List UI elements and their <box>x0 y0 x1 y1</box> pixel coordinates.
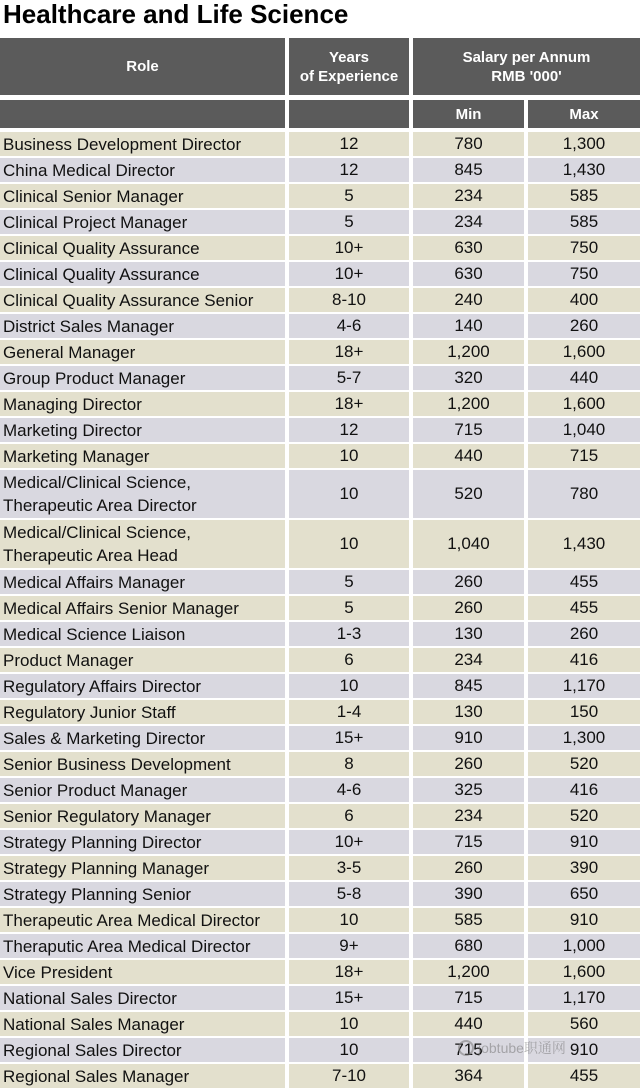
min-salary-cell: 845 <box>413 158 524 182</box>
max-salary-cell: 780 <box>528 470 640 518</box>
min-salary-cell: 520 <box>413 470 524 518</box>
years-cell: 12 <box>289 418 409 442</box>
max-salary-cell: 455 <box>528 596 640 620</box>
max-salary-cell: 910 <box>528 830 640 854</box>
subheader-max <box>528 100 640 128</box>
role-cell: Group Product Manager <box>0 366 285 390</box>
years-cell: 15+ <box>289 726 409 750</box>
years-cell: 1-3 <box>289 622 409 646</box>
role-cell: Vice President <box>0 960 285 984</box>
min-salary-cell: 234 <box>413 804 524 828</box>
max-salary-cell: 750 <box>528 236 640 260</box>
max-salary-cell: 560 <box>528 1012 640 1036</box>
min-salary-cell: 1,200 <box>413 960 524 984</box>
max-salary-cell: 585 <box>528 184 640 208</box>
min-salary-cell: 845 <box>413 674 524 698</box>
years-cell: 10 <box>289 1038 409 1062</box>
min-salary-cell: 390 <box>413 882 524 906</box>
min-salary-cell: 130 <box>413 622 524 646</box>
role-cell: Senior Business Development <box>0 752 285 776</box>
years-cell: 10 <box>289 444 409 468</box>
max-salary-cell: 260 <box>528 622 640 646</box>
years-cell: 10+ <box>289 830 409 854</box>
header-salary <box>413 38 640 95</box>
min-salary-cell: 140 <box>413 314 524 338</box>
years-cell: 12 <box>289 158 409 182</box>
max-salary-cell: 1,600 <box>528 340 640 364</box>
role-cell: Clinical Senior Manager <box>0 184 285 208</box>
max-salary-cell: 910 <box>528 1038 640 1062</box>
max-salary-cell: 416 <box>528 778 640 802</box>
min-salary-cell: 630 <box>413 236 524 260</box>
role-cell: Regional Sales Director <box>0 1038 285 1062</box>
max-salary-cell: 715 <box>528 444 640 468</box>
years-cell: 18+ <box>289 340 409 364</box>
role-cell: Clinical Project Manager <box>0 210 285 234</box>
table-row <box>0 158 640 184</box>
min-salary-cell: 130 <box>413 700 524 724</box>
subheader-min-label: Min <box>455 105 482 123</box>
years-cell: 6 <box>289 648 409 672</box>
years-cell: 10 <box>289 1012 409 1036</box>
role-cell: Regulatory Affairs Director <box>0 674 285 698</box>
role-cell: Marketing Manager <box>0 444 285 468</box>
table-row <box>0 570 640 596</box>
min-salary-cell: 630 <box>413 262 524 286</box>
min-salary-cell: 585 <box>413 908 524 932</box>
min-salary-cell: 364 <box>413 1064 524 1088</box>
role-cell: Medical/Clinical Science, Therapeutic Area Head <box>0 520 285 568</box>
min-salary-cell: 240 <box>413 288 524 312</box>
role-cell: China Medical Director <box>0 158 285 182</box>
min-salary-cell: 320 <box>413 366 524 390</box>
min-salary-cell: 440 <box>413 444 524 468</box>
years-cell: 4-6 <box>289 778 409 802</box>
years-cell: 5 <box>289 596 409 620</box>
table-row <box>0 366 640 392</box>
min-salary-cell: 234 <box>413 210 524 234</box>
table-row <box>0 340 640 366</box>
max-salary-cell: 1,600 <box>528 392 640 416</box>
table-row <box>0 830 640 856</box>
max-salary-cell: 455 <box>528 1064 640 1088</box>
max-salary-cell: 455 <box>528 570 640 594</box>
years-cell: 9+ <box>289 934 409 958</box>
years-cell: 12 <box>289 132 409 156</box>
min-salary-cell: 260 <box>413 570 524 594</box>
min-salary-cell: 715 <box>413 830 524 854</box>
max-salary-cell: 390 <box>528 856 640 880</box>
min-salary-cell: 260 <box>413 596 524 620</box>
role-cell: Medical/Clinical Science, Therapeutic Area Director <box>0 470 285 518</box>
table-row <box>0 520 640 570</box>
max-salary-cell: 750 <box>528 262 640 286</box>
page-title: Healthcare and Life Science <box>3 0 349 29</box>
years-cell: 18+ <box>289 960 409 984</box>
years-cell: 7-10 <box>289 1064 409 1088</box>
table-row <box>0 132 640 158</box>
subheader-min <box>413 100 524 128</box>
min-salary-cell: 1,200 <box>413 340 524 364</box>
max-salary-cell: 416 <box>528 648 640 672</box>
table-row <box>0 596 640 622</box>
years-cell: 6 <box>289 804 409 828</box>
min-salary-cell: 680 <box>413 934 524 958</box>
years-cell: 10+ <box>289 236 409 260</box>
subheader-role-blank <box>0 100 285 128</box>
min-salary-cell: 715 <box>413 418 524 442</box>
table-row <box>0 986 640 1012</box>
role-cell: Clinical Quality Assurance Senior <box>0 288 285 312</box>
watermark-text: jobtube职通网 <box>478 1040 566 1056</box>
max-salary-cell: 1,170 <box>528 674 640 698</box>
role-cell: National Sales Manager <box>0 1012 285 1036</box>
subheader-max-label: Max <box>569 105 599 123</box>
years-cell: 10 <box>289 674 409 698</box>
max-salary-cell: 520 <box>528 804 640 828</box>
table-row <box>0 752 640 778</box>
table-row <box>0 882 640 908</box>
table-row <box>0 444 640 470</box>
years-cell: 10 <box>289 908 409 932</box>
role-cell: Marketing Director <box>0 418 285 442</box>
years-cell: 5 <box>289 210 409 234</box>
max-salary-cell: 1,170 <box>528 986 640 1010</box>
table-row <box>0 804 640 830</box>
max-salary-cell: 150 <box>528 700 640 724</box>
role-cell: Therapeutic Area Medical Director <box>0 908 285 932</box>
min-salary-cell: 715 <box>413 986 524 1010</box>
years-cell: 1-4 <box>289 700 409 724</box>
header-role <box>0 38 285 95</box>
years-cell: 5 <box>289 570 409 594</box>
max-salary-cell: 1,000 <box>528 934 640 958</box>
years-cell: 5 <box>289 184 409 208</box>
role-cell: Regulatory Junior Staff <box>0 700 285 724</box>
max-salary-cell: 650 <box>528 882 640 906</box>
table-row <box>0 674 640 700</box>
min-salary-cell: 260 <box>413 752 524 776</box>
header-salary-line1: Salary per Annum <box>462 48 591 66</box>
min-salary-cell: 234 <box>413 648 524 672</box>
min-salary-cell: 780 <box>413 132 524 156</box>
min-salary-cell: 234 <box>413 184 524 208</box>
max-salary-cell: 1,300 <box>528 726 640 750</box>
role-cell: Clinical Quality Assurance <box>0 262 285 286</box>
min-salary-cell: 1,040 <box>413 520 524 568</box>
table-row <box>0 1012 640 1038</box>
role-cell: Sales & Marketing Director <box>0 726 285 750</box>
years-cell: 5-7 <box>289 366 409 390</box>
table-row <box>0 908 640 934</box>
role-cell: Product Manager <box>0 648 285 672</box>
min-salary-cell: 260 <box>413 856 524 880</box>
max-salary-cell: 1,430 <box>528 520 640 568</box>
years-cell: 8-10 <box>289 288 409 312</box>
years-cell: 8 <box>289 752 409 776</box>
table-row <box>0 622 640 648</box>
role-cell: Medical Science Liaison <box>0 622 285 646</box>
role-cell: Strategy Planning Director <box>0 830 285 854</box>
years-cell: 5-8 <box>289 882 409 906</box>
role-cell: General Manager <box>0 340 285 364</box>
table-row <box>0 184 640 210</box>
role-cell: Managing Director <box>0 392 285 416</box>
max-salary-cell: 1,600 <box>528 960 640 984</box>
max-salary-cell: 910 <box>528 908 640 932</box>
years-cell: 10 <box>289 520 409 568</box>
table-row <box>0 288 640 314</box>
min-salary-cell: 910 <box>413 726 524 750</box>
table-row <box>0 778 640 804</box>
table-row <box>0 236 640 262</box>
table-row <box>0 392 640 418</box>
role-cell: Medical Affairs Manager <box>0 570 285 594</box>
years-cell: 10+ <box>289 262 409 286</box>
table-row <box>0 470 640 520</box>
table-row <box>0 856 640 882</box>
table-row <box>0 934 640 960</box>
role-cell: Strategy Planning Senior <box>0 882 285 906</box>
min-salary-cell: 325 <box>413 778 524 802</box>
role-cell: Regional Sales Manager <box>0 1064 285 1088</box>
role-cell: Theraputic Area Medical Director <box>0 934 285 958</box>
min-salary-cell: 1,200 <box>413 392 524 416</box>
subheader-years-blank <box>289 100 409 128</box>
max-salary-cell: 400 <box>528 288 640 312</box>
header-years-line2: of Experience <box>299 67 399 85</box>
chat-bubble-icon <box>458 1040 474 1056</box>
header-years-line1: Years <box>328 48 370 66</box>
table-row <box>0 960 640 986</box>
watermark <box>458 1038 566 1058</box>
role-cell: Clinical Quality Assurance <box>0 236 285 260</box>
years-cell: 18+ <box>289 392 409 416</box>
min-salary-cell: 715 <box>413 1038 524 1062</box>
role-cell: Senior Product Manager <box>0 778 285 802</box>
table-row <box>0 314 640 340</box>
role-cell: Business Development Director <box>0 132 285 156</box>
max-salary-cell: 1,430 <box>528 158 640 182</box>
role-cell: Medical Affairs Senior Manager <box>0 596 285 620</box>
years-cell: 3-5 <box>289 856 409 880</box>
max-salary-cell: 520 <box>528 752 640 776</box>
table-row <box>0 418 640 444</box>
role-cell: District Sales Manager <box>0 314 285 338</box>
min-salary-cell: 440 <box>413 1012 524 1036</box>
years-cell: 10 <box>289 470 409 518</box>
years-cell: 15+ <box>289 986 409 1010</box>
years-cell: 4-6 <box>289 314 409 338</box>
table-row <box>0 700 640 726</box>
header-salary-line2: RMB '000' <box>491 67 562 85</box>
role-cell: National Sales Director <box>0 986 285 1010</box>
max-salary-cell: 1,040 <box>528 418 640 442</box>
role-cell: Senior Regulatory Manager <box>0 804 285 828</box>
table-row <box>0 262 640 288</box>
max-salary-cell: 440 <box>528 366 640 390</box>
header-role-label: Role <box>126 58 159 75</box>
max-salary-cell: 260 <box>528 314 640 338</box>
table-row <box>0 726 640 752</box>
table-row <box>0 210 640 236</box>
header-years <box>289 38 409 95</box>
role-cell: Strategy Planning Manager <box>0 856 285 880</box>
max-salary-cell: 585 <box>528 210 640 234</box>
table-row <box>0 1064 640 1090</box>
table-row <box>0 648 640 674</box>
max-salary-cell: 1,300 <box>528 132 640 156</box>
